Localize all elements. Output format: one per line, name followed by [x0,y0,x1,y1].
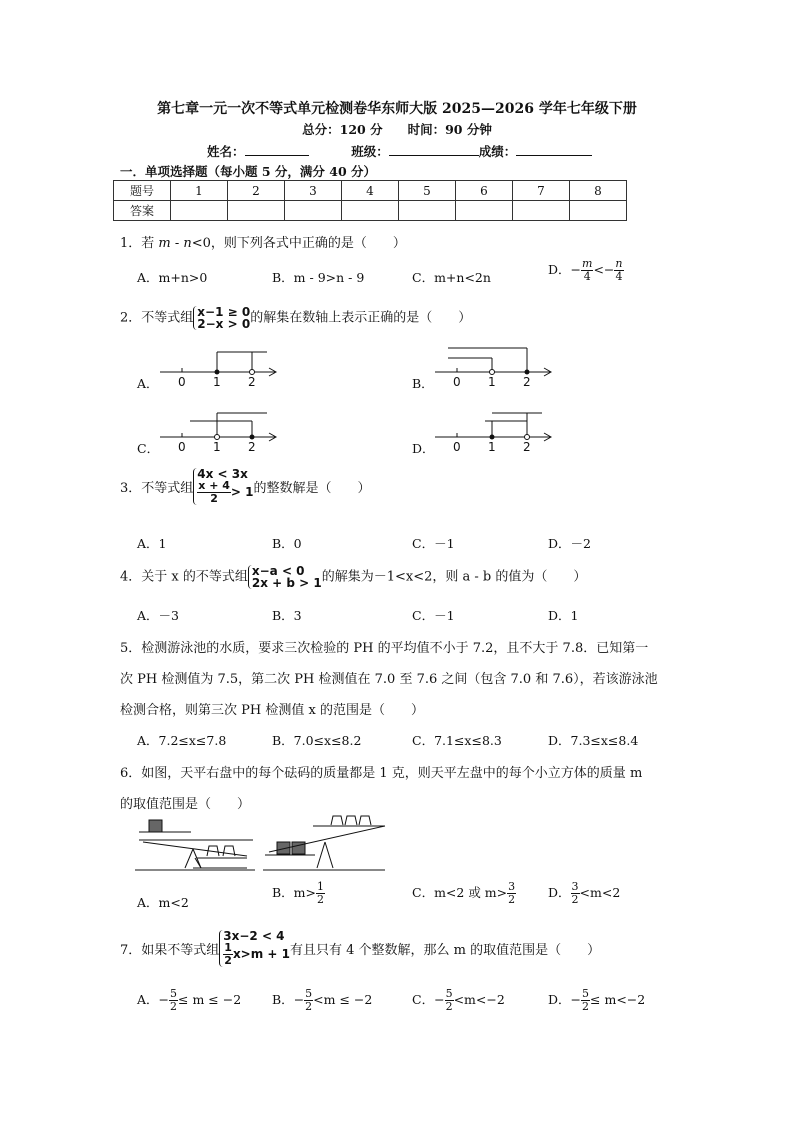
question-6-line-2: 的取值范围是（ ） [120,797,251,812]
score-label: 成绩： [478,144,517,159]
answer-cell[interactable] [513,201,570,221]
table-cell: 3 [285,181,342,201]
answer-cell[interactable] [285,201,342,221]
svg-text:0: 0 [453,440,461,454]
question-5-line-3: 检测合格，则第三次 PH 检测值 x 的范围是（ ） [120,703,424,718]
svg-text:0: 0 [178,440,186,454]
table-header-cell: 题号 [114,181,171,201]
number-line-a [155,340,285,390]
table-header-cell: 答案 [114,201,171,221]
q7-option-d[interactable]: D．− $\frac{5}{2}$ ≤ m<−2 [548,987,646,1013]
q4-option-b[interactable]: B．3 [272,608,302,623]
q1-option-d[interactable]: D．− $\frac{m}{4}$ <− $\frac{n}{4}$ [548,257,623,283]
inequality-system: x−a < 0 2x + b > 1 [248,565,322,589]
svg-text:1: 1 [213,440,221,454]
question-2-stem: 2．不等式组 x−1 ≥ 0 2−x > 0 的解集在数轴上表示正确的是（ ） [120,305,472,331]
inequality-system: 4x < 3x $\frac{x + 4}{2}$ > 1 [193,468,253,505]
q3-option-c[interactable]: C．－1 [412,536,455,551]
answer-cell[interactable] [570,201,627,221]
q7-option-c[interactable]: C．− $\frac{5}{2}$ <m<−2 [412,987,505,1013]
svg-text:2: 2 [523,375,531,389]
table-cell: 1 [171,181,228,201]
q2-option-d[interactable]: D． [412,441,435,456]
number-line-c [155,405,285,455]
table-cell: 8 [570,181,627,201]
q2-option-a[interactable]: A． [137,376,159,391]
q5-option-d[interactable]: D．7.3≤x≤8.4 [548,733,639,748]
svg-text:0: 0 [178,375,186,389]
inequality-system: 3x−2 < 4 $\frac{1}{2}$ x>m + 1 [219,930,290,967]
number-line-b [430,340,560,390]
q2-option-c[interactable]: C． [137,441,160,456]
table-row [114,181,627,201]
svg-text:1: 1 [213,375,221,389]
q2-option-b[interactable]: B． [412,376,434,391]
question-4-stem: 4．关于 x 的不等式组 x−a < 0 2x + b > 1 的解集为－1<x<2，则 a - b 的值为（ ） [120,564,587,590]
answer-cell[interactable] [171,201,228,221]
svg-text:1: 1 [488,440,496,454]
q3-option-d[interactable]: D．－2 [548,536,591,551]
svg-text:2: 2 [523,440,531,454]
answer-cell[interactable] [342,201,399,221]
q4-option-c[interactable]: C．－1 [412,608,455,623]
name-field[interactable] [245,143,309,156]
q6-option-d[interactable]: D． $\frac{3}{2}$ <m<2 [548,880,621,906]
score-field[interactable] [516,143,592,156]
section-heading: 一．单项选择题（每小题 5 分，满分 40 分） [120,164,377,179]
question-3-stem: 3．不等式组 4x < 3x $\frac{x + 4}{2}$ > 1 的整数解是（ ） [120,467,371,505]
class-label: 班级： [351,144,389,159]
q4-option-a[interactable]: A．－3 [137,608,179,623]
question-5-line-2: 次 PH 检测值为 7.5，第二次 PH 检测值在 7.0 至 7.6 之间（包含 7.0 和 7.6），若该游泳池 [120,672,658,687]
q6-option-b[interactable]: B．m> $\frac{1}{2}$ [272,880,325,906]
answer-cell[interactable] [228,201,285,221]
exam-info: 总分：120 分 时间：90 分钟 [302,122,492,137]
answer-table [113,180,627,221]
question-1-stem: 1．若 m - n<0，则下列各式中正确的是（ ） [120,236,406,251]
q5-option-a[interactable]: A．7.2≤x≤7.8 [137,733,227,748]
svg-text:1: 1 [488,375,496,389]
inequality-system: x−1 ≥ 0 2−x > 0 [193,306,250,330]
q3-option-a[interactable]: A．1 [137,536,167,551]
q6-option-a[interactable]: A．m<2 [137,895,189,910]
svg-text:0: 0 [453,375,461,389]
q1-option-b[interactable]: B．m - 9>n - 9 [272,270,365,285]
q5-option-c[interactable]: C．7.1≤x≤8.3 [412,733,502,748]
class-field[interactable] [389,143,479,156]
question-7-stem: 7．如果不等式组 3x−2 < 4 $\frac{1}{2}$ x>m + 1 有且只有 4 个整数解，那么 m 的取值范围是（ ） [120,929,601,967]
q4-option-d[interactable]: D．1 [548,608,579,623]
svg-text:2: 2 [248,375,256,389]
table-cell: 4 [342,181,399,201]
question-6-line-1: 6．如图，天平右盘中的每个砝码的质量都是 1 克，则天平左盘中的每个小立方体的质量 m [120,766,643,781]
balance-scale-figure [135,812,390,877]
table-cell: 6 [456,181,513,201]
table-row [114,201,627,221]
q6-option-c[interactable]: C．m<2 或 m> $\frac{3}{2}$ [412,880,516,906]
q1-option-a[interactable]: A．m+n>0 [137,270,208,285]
svg-text:2: 2 [248,440,256,454]
table-cell: 7 [513,181,570,201]
q5-option-b[interactable]: B．7.0≤x≤8.2 [272,733,362,748]
answer-cell[interactable] [399,201,456,221]
balance-scale-2 [263,816,385,870]
table-cell: 5 [399,181,456,201]
student-fields [207,142,592,160]
balance-scale-1 [135,820,255,870]
number-line-d [430,405,560,455]
name-label: 姓名： [207,144,245,159]
q7-option-b[interactable]: B．− $\frac{5}{2}$ <m ≤ −2 [272,987,373,1013]
q7-option-a[interactable]: A．− $\frac{5}{2}$ ≤ m ≤ −2 [137,987,242,1013]
answer-cell[interactable] [456,201,513,221]
q3-option-b[interactable]: B．0 [272,536,302,551]
question-5-line-1: 5．检测游泳池的水质，要求三次检验的 PH 的平均值不小于 7.2，且不大于 7.8．已知第一 [120,641,649,656]
page-title: 第七章一元一次不等式单元检测卷华东师大版 2025—2026 学年七年级下册 [157,101,637,117]
table-cell: 2 [228,181,285,201]
q1-option-c[interactable]: C．m+n<2n [412,270,491,285]
